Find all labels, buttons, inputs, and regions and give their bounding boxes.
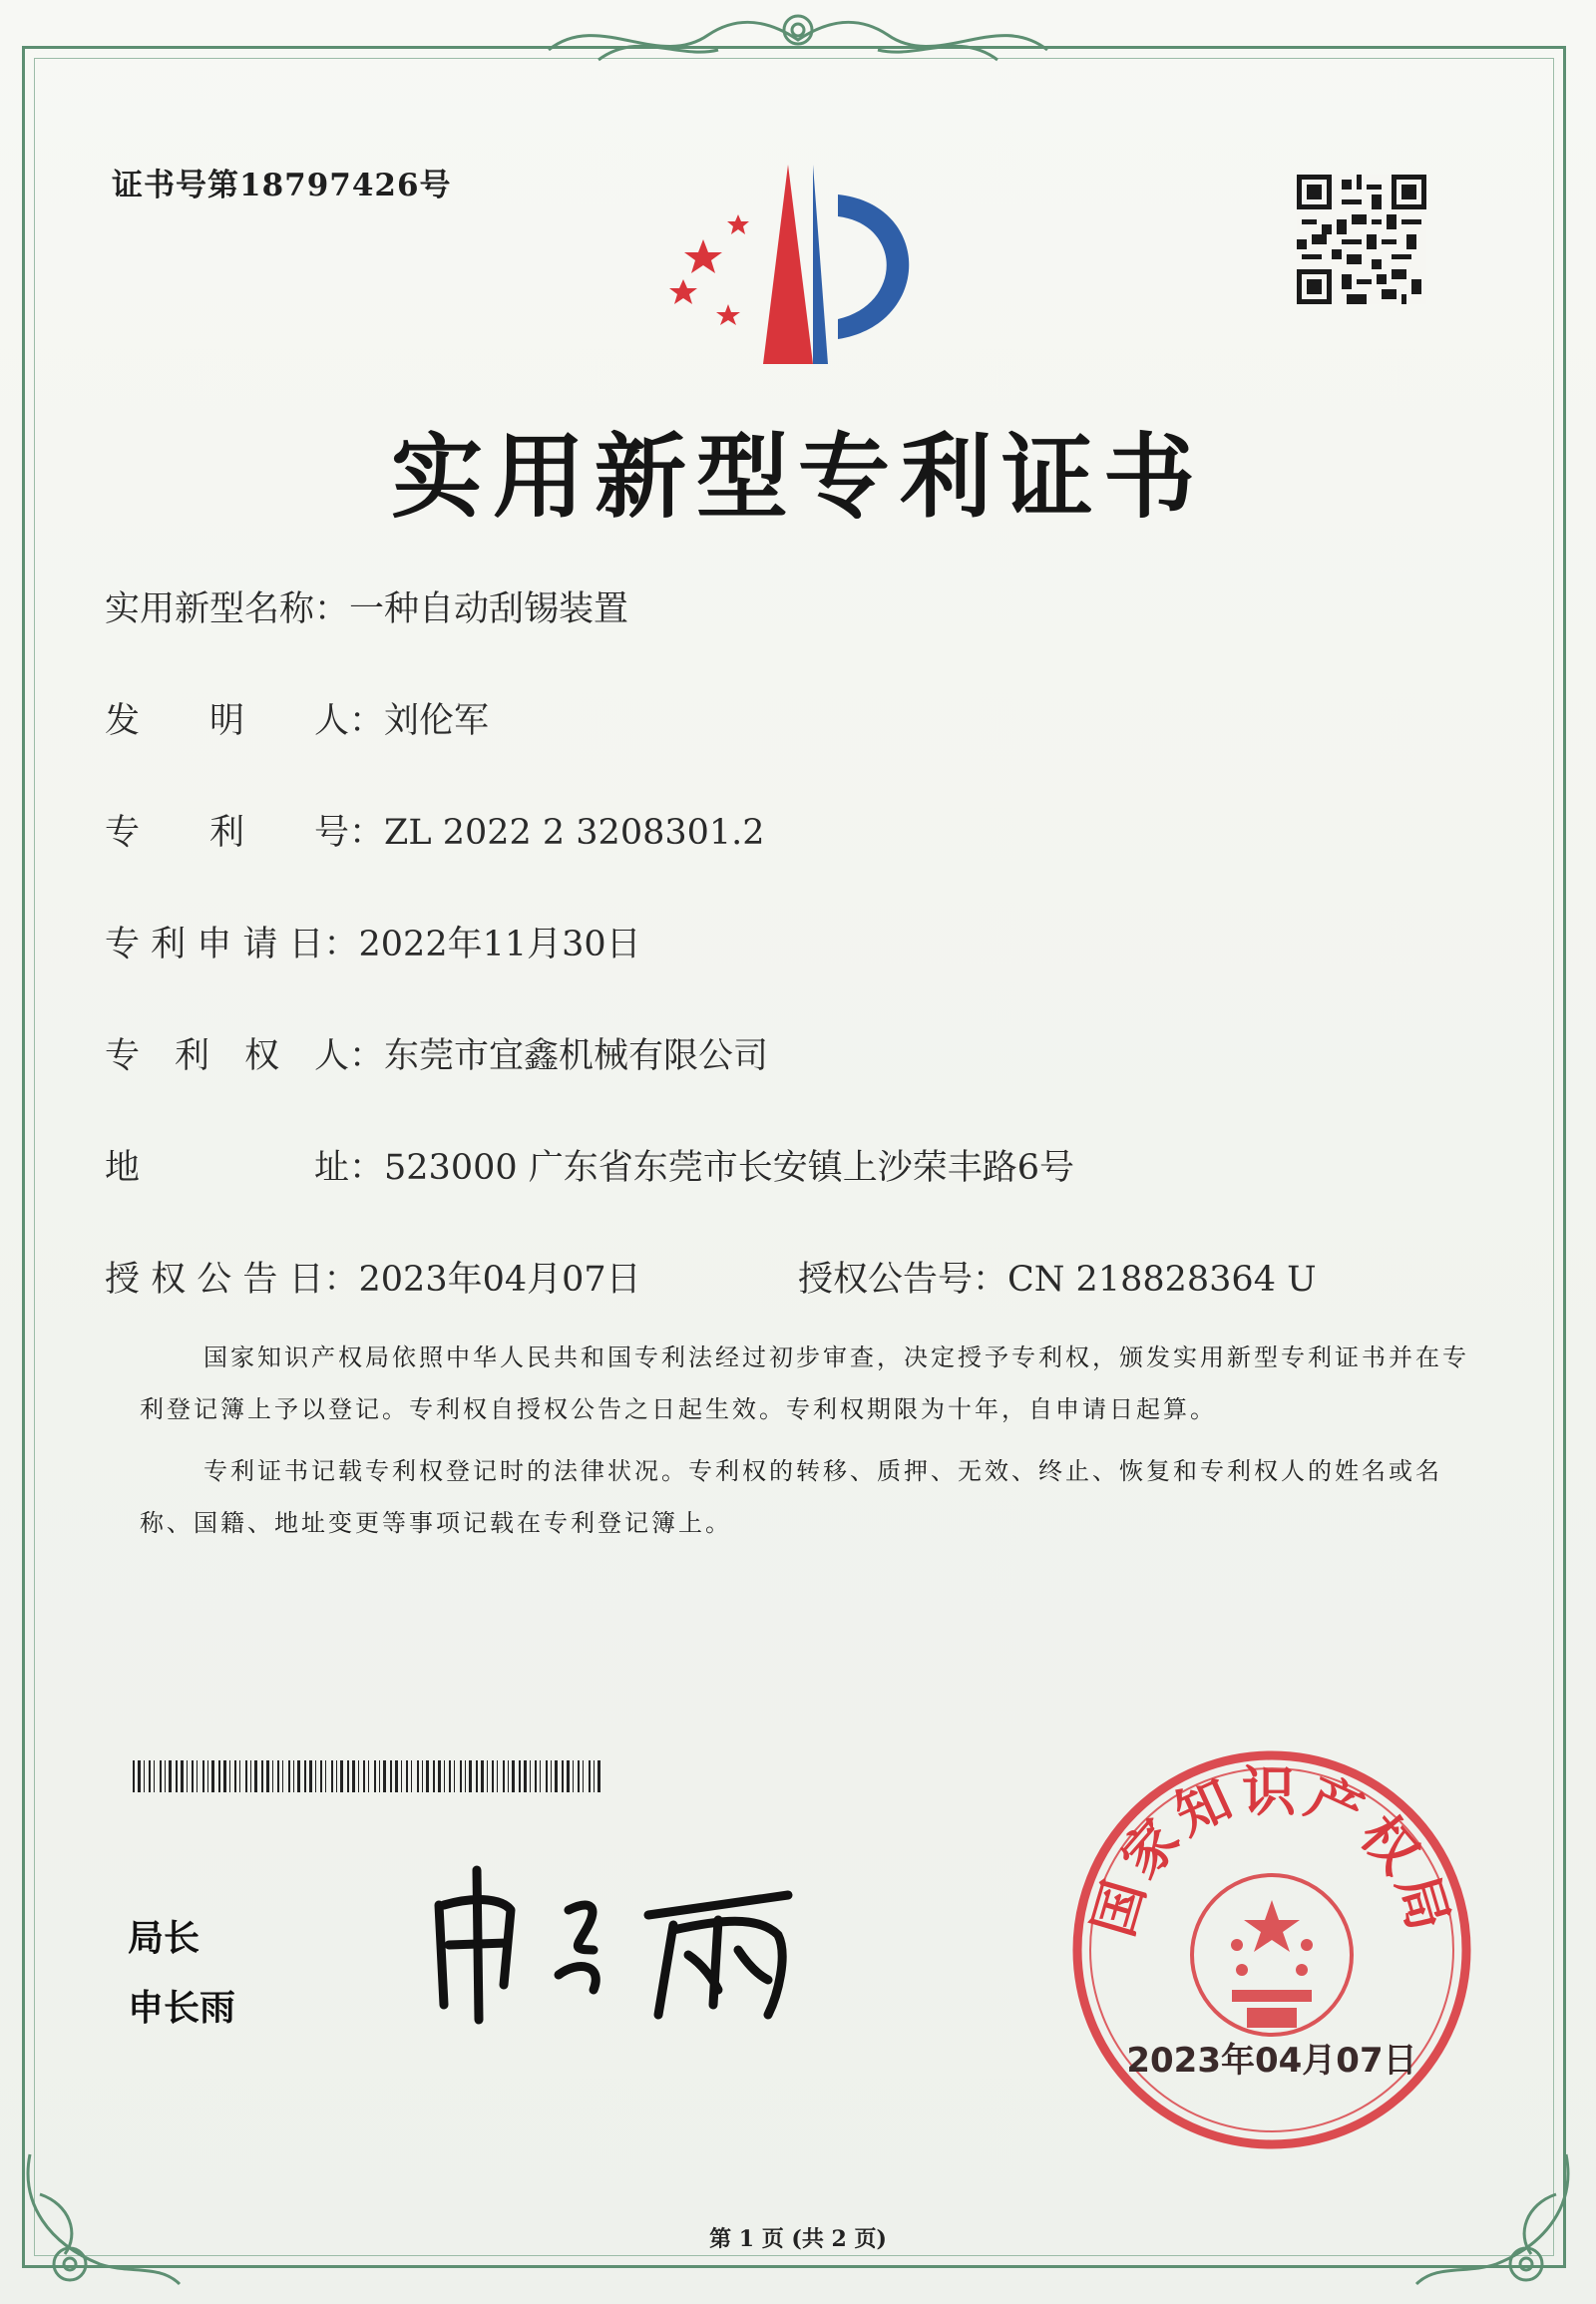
field-utility-model-name [105, 581, 628, 631]
field-grant-publication-number [798, 1252, 1317, 1302]
field-patentee [105, 1028, 768, 1078]
field-grant-date [105, 1252, 641, 1302]
field-label: 专 利 申 请 日： [105, 925, 359, 964]
field-label: 授 权 公 告 日： [105, 1260, 359, 1300]
field-value: 523000 广东省东莞市长安镇上沙荣丰路6号 [384, 1148, 1075, 1188]
certificate-title: 实用新型专利证书 [390, 424, 1205, 531]
barcode-icon [133, 1760, 601, 1792]
field-label: 专 利 权 人： [105, 1036, 385, 1076]
field-value: 东莞市宜鑫机械有限公司 [384, 1036, 769, 1076]
certificate-number: 证书号第18797426号 [112, 168, 452, 203]
official-seal [1062, 1740, 1481, 2159]
field-value: ZL 2022 2 3208301.2 [384, 813, 765, 853]
notice-text [140, 1332, 1481, 1549]
field-label: 地 址： [105, 1148, 385, 1188]
page-footer: 第 1 页 (共 2 页) [709, 2226, 887, 2252]
notice-paragraph: 专利证书记载专利权登记时的法律状况。专利权的转移、质押、无效、终止、恢复和专利权人的姓名或名称、国籍、地址变更等事项记载在专利登记簿上。 [140, 1457, 1442, 1537]
field-value: 2023年04月07日 [358, 1260, 641, 1300]
field-label: 发 明 人： [105, 701, 385, 741]
field-value: CN 218828364 U [1007, 1260, 1317, 1300]
director-signature [419, 1855, 838, 2025]
top-ornament [539, 0, 1057, 80]
field-label: 实用新型名称： [105, 589, 350, 629]
field-patent-number [105, 805, 765, 855]
field-inventor [105, 693, 489, 743]
field-label: 授权公告号： [798, 1260, 1008, 1300]
patent-office-emblem-icon [653, 155, 953, 374]
director-name: 申长雨 [128, 1988, 236, 2029]
field-value: 刘伦军 [384, 701, 490, 741]
director-title: 局长 [128, 1918, 200, 1959]
bottom-left-ornament [10, 2144, 190, 2294]
svg-text:2023年04月07日: 2023年04月07日 [1126, 2041, 1417, 2081]
field-application-date [105, 917, 641, 966]
field-value: 2022年11月30日 [358, 925, 641, 964]
field-label: 专 利 号： [105, 813, 385, 853]
field-value: 一种自动刮锡装置 [349, 589, 629, 629]
bottom-right-ornament [1406, 2144, 1586, 2294]
notice-paragraph: 国家知识产权局依照中华人民共和国专利法经过初步审查，决定授予专利权，颁发实用新型专利证书并在专利登记簿上予以登记。专利权自授权公告之日起生效。专利权期限为十年，自申请日起算。 [140, 1344, 1469, 1423]
svg-text:国家知识产权局: 国家知识产权局 [1081, 1760, 1462, 1944]
field-address [105, 1140, 1074, 1190]
qr-code-icon [1297, 175, 1426, 304]
